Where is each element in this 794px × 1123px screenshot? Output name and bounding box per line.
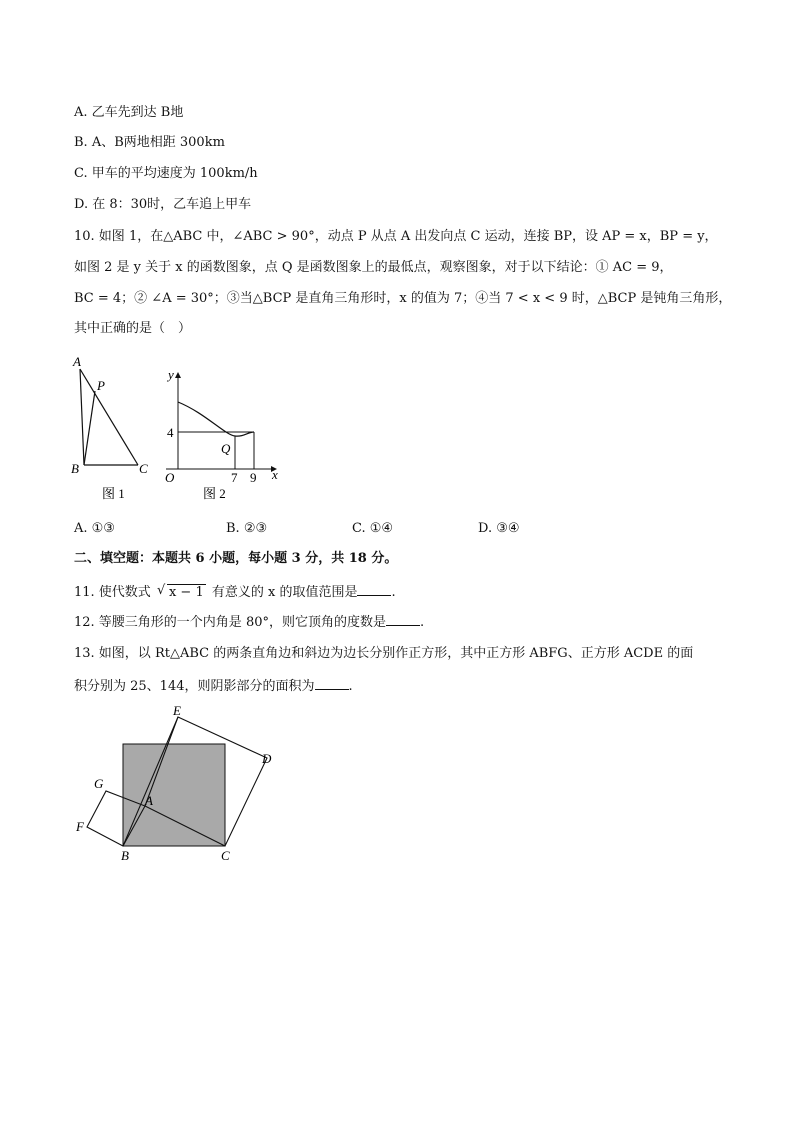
q10-option-c: C. ①④: [352, 521, 394, 536]
q10-option-b: B. ②③: [226, 521, 268, 536]
fig2-tick-4: 4: [167, 425, 174, 440]
q13-end: .: [348, 679, 353, 694]
q10-figure-1: [66, 352, 166, 507]
fig2-label-x: x: [272, 467, 278, 482]
fig1-label-b: B: [71, 461, 79, 476]
fig2-tick-7: 7: [231, 470, 238, 485]
q11-sqrt: √ x − 1: [156, 583, 204, 600]
q13-label-g: G: [94, 776, 104, 791]
q10-line-3: BC = 4；② ∠A = 30°；③当△BCP 是直角三角形时，x 的值为 7；④当 7 < x < 9 时，△BCP 是钝角三角形，: [74, 291, 732, 306]
q12-answer-blank[interactable]: [386, 613, 420, 626]
fig1-label-p: P: [97, 378, 105, 393]
q12-end: .: [419, 615, 425, 630]
q13-answer-blank[interactable]: [315, 677, 349, 690]
q13-figure: [70, 705, 290, 865]
q13-label-e: E: [173, 705, 181, 718]
q13-line-1: 13. 如图，以 Rt△ABC 的两条直角边和斜边为边长分别作正方形，其中正方形 ABFG、正方形 ACDE 的面: [74, 646, 694, 661]
section-2-heading: 二、填空题：本题共 6 小题，每小题 3 分，共 18 分。: [74, 551, 398, 566]
q9-option-c: C. 甲车的平均速度为 100km/h: [74, 166, 258, 181]
q10-line-1: 10. 如图 1，在△ABC 中，∠ABC > 90°，动点 P 从点 A 出发向点 C 运动，连接 BP，设 AP = x，BP = y，: [74, 229, 718, 244]
q13-label-a: A: [145, 793, 153, 808]
q11-radicand: x − 1: [168, 585, 204, 600]
q10-option-a: A. ①③: [74, 521, 115, 536]
q11-post: 有意义的 x 的取值范围是: [207, 585, 358, 600]
q13-shaded-square: [123, 744, 225, 846]
q10-figure-2: [160, 365, 290, 507]
fig2-label-q: Q: [221, 441, 231, 456]
fig1-label-c: C: [139, 461, 148, 476]
q13-label-b: B: [121, 848, 129, 863]
q11-end: .: [391, 585, 396, 600]
q10-option-d: D. ③④: [478, 521, 520, 536]
q9-option-d: D. 在 8：30时，乙车追上甲车: [74, 197, 252, 212]
q10-line-4: 其中正确的是（ ）: [74, 321, 192, 336]
q13-label-c: C: [221, 848, 230, 863]
q13-line-2-text: 积分别为 25、144，则阴影部分的面积为: [74, 679, 315, 694]
q11: [74, 583, 396, 602]
fig1-label-a: A: [73, 354, 81, 369]
q13-line-2: [74, 677, 353, 696]
q11-answer-blank[interactable]: [357, 583, 391, 596]
q9-option-b: B. A、B两地相距 300km: [74, 135, 225, 150]
q12: [74, 613, 424, 632]
fig2-tick-9: 9: [250, 470, 257, 485]
fig2-caption: 图 2: [203, 486, 226, 501]
q12-text: 12. 等腰三角形的一个内角是 80°，则它顶角的度数是: [74, 615, 386, 630]
fig1-caption: 图 1: [102, 486, 125, 501]
q13-label-d: D: [262, 751, 272, 766]
q13-label-f: F: [76, 819, 84, 834]
q10-line-2: 如图 2 是 y 关于 x 的函数图象，点 Q 是函数图象上的最低点，观察图象，对于以下结论：① AC = 9，: [74, 260, 673, 275]
fig2-label-y: y: [168, 367, 174, 382]
fig2-label-o: O: [165, 470, 175, 485]
q11-pre: 11. 使代数式: [74, 585, 155, 600]
fig2-curve: [178, 402, 254, 436]
q9-option-a: A. 乙车先到达 B地: [74, 105, 184, 120]
